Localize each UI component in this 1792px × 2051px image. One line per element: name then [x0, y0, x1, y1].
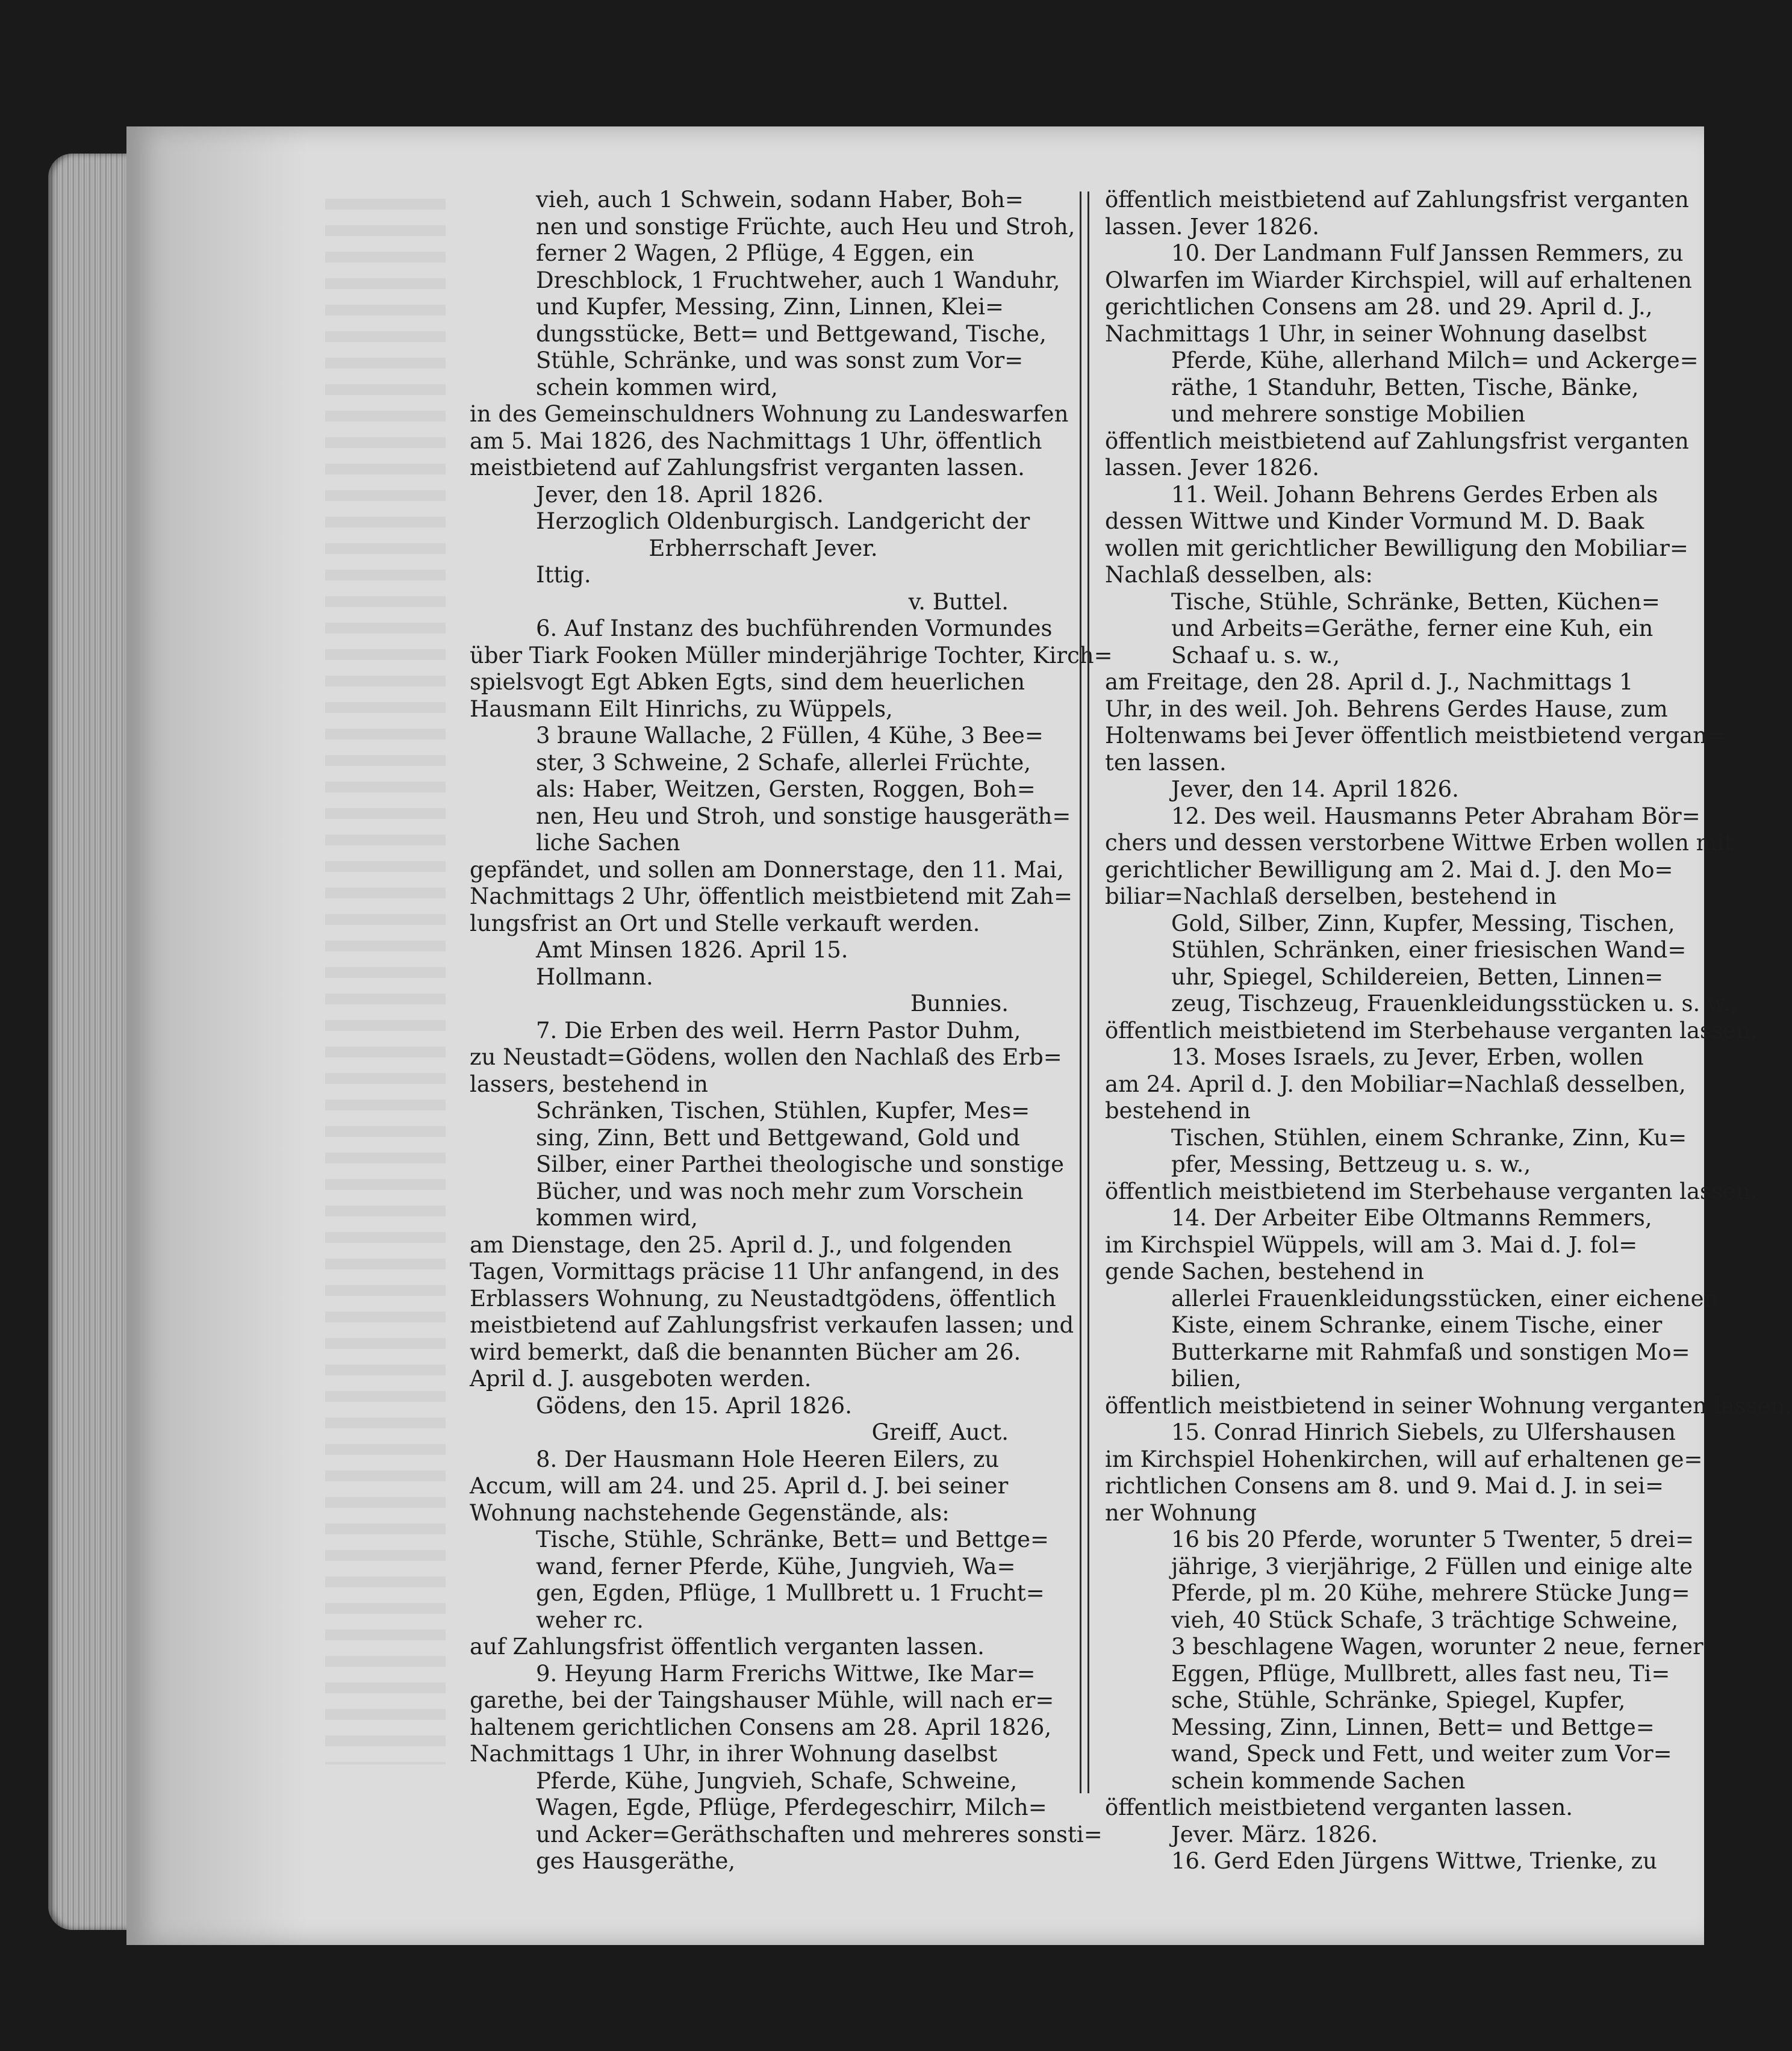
text-line: 16 bis 20 Pferde, worunter 5 Twenter, 5 drei=: [1171, 1527, 1694, 1552]
text-line: Dreschblock, 1 Fruchtweher, auch 1 Wanduhr,: [536, 267, 1060, 293]
text-line: nen und sonstige Früchte, auch Heu und Stroh,: [536, 213, 1075, 240]
text-line: 11. Weil. Johann Behrens Gerdes Erben als: [1171, 481, 1658, 508]
text-line: bilien,: [1171, 1366, 1242, 1392]
text-line: 15. Conrad Hinrich Siebels, zu Ulfershausen: [1171, 1419, 1676, 1445]
text-line: vieh, auch 1 Schwein, sodann Haber, Boh=: [536, 187, 1024, 213]
text-line: Pferde, Kühe, allerhand Milch= und Ackerge=: [1171, 347, 1699, 373]
text-line: und Kupfer, Messing, Zinn, Linnen, Klei=: [536, 294, 1004, 320]
text-line: Eggen, Pflüge, Mullbrett, alles fast neu, Ti=: [1171, 1660, 1670, 1687]
text-line: öffentlich meistbietend verganten lassen.: [1105, 1794, 1573, 1820]
text-line: wollen mit gerichtlicher Bewilligung den Mobiliar=: [1105, 535, 1688, 561]
text-line: in des Gemeinschuldners Wohnung zu Landeswarfen: [470, 401, 1069, 427]
text-line: uhr, Spiegel, Schildereien, Betten, Linnen=: [1171, 963, 1664, 990]
text-line: 6. Auf Instanz des buchführenden Vormundes: [536, 615, 1053, 641]
text-line: Pferde, Kühe, Jungvieh, Schafe, Schweine,: [536, 1767, 1018, 1794]
text-line: haltenem gerichtlichen Consens am 28. April 1826,: [470, 1714, 1052, 1740]
text-line: wand, ferner Pferde, Kühe, Jungvieh, Wa=: [536, 1553, 1016, 1579]
text-line: und Acker=Geräthschaften und mehreres sonsti=: [536, 1821, 1103, 1847]
text-line: Tische, Stühle, Schränke, Bett= und Bettge=: [536, 1527, 1050, 1552]
text-line: meistbietend auf Zahlungsfrist verkaufen lassen; und: [470, 1312, 1074, 1338]
text-line: gerichtlicher Bewilligung am 2. Mai d. J. den Mo=: [1105, 856, 1673, 883]
text-line: Jever, den 18. April 1826.: [536, 481, 824, 508]
text-line: öffentlich meistbietend im Sterbehause verganten lassen.: [1105, 1017, 1758, 1044]
text-line: sche, Stühle, Schränke, Spiegel, Kupfer,: [1171, 1687, 1626, 1713]
text-line: 3 braune Wallache, 2 Füllen, 4 Kühe, 3 Bee=: [536, 723, 1044, 749]
text-line: Gold, Silber, Zinn, Kupfer, Messing, Tischen,: [1171, 910, 1675, 936]
text-line: vieh, 40 Stück Schafe, 3 trächtige Schweine,: [1171, 1607, 1679, 1633]
text-line: ten lassen.: [1105, 749, 1227, 776]
book-page-edges: [48, 154, 126, 1930]
text-line: Pferde, pl m. 20 Kühe, mehrere Stücke Jung=: [1171, 1580, 1690, 1606]
text-line: Nachlaß desselben, als:: [1105, 562, 1373, 588]
text-line: Kiste, einem Schranke, einem Tische, einer: [1171, 1312, 1663, 1338]
text-line: am Freitage, den 28. April d. J., Nachmittags 1: [1105, 669, 1634, 695]
text-line: 14. Der Arbeiter Eibe Oltmanns Remmers,: [1171, 1205, 1652, 1231]
text-line: auf Zahlungsfrist öffentlich verganten lassen.: [470, 1634, 985, 1660]
text-line: Gödens, den 15. April 1826.: [536, 1392, 852, 1419]
text-line: dessen Wittwe und Kinder Vormund M. D. Baak: [1105, 508, 1644, 534]
text-line: Erbherrschaft Jever.: [649, 535, 878, 561]
text-line: zu Neustadt=Gödens, wollen den Nachlaß des Erb=: [470, 1044, 1062, 1070]
text-line: am Dienstage, den 25. April d. J., und folgenden: [470, 1231, 1012, 1258]
text-line: nen, Heu und Stroh, und sonstige hausgeräth=: [536, 803, 1071, 829]
text-line: 3 beschlagene Wagen, worunter 2 neue, ferner: [1171, 1634, 1703, 1660]
text-line: weher rc.: [536, 1607, 644, 1633]
text-line: über Tiark Fooken Müller minderjährige Tochter, Kirch=: [470, 642, 1113, 668]
text-line: 12. Des weil. Hausmanns Peter Abraham Bör=: [1171, 803, 1700, 829]
text-line: gen, Egden, Pflüge, 1 Mullbrett u. 1 Frucht=: [536, 1580, 1045, 1606]
text-line: Holtenwams bei Jever öffentlich meistbietend vergan=: [1105, 723, 1726, 749]
text-line: und Arbeits=Geräthe, ferner eine Kuh, ein: [1171, 615, 1654, 641]
text-line: ster, 3 Schweine, 2 Schafe, allerlei Früchte,: [536, 749, 1031, 776]
text-line: Messing, Zinn, Linnen, Bett= und Bettge=: [1171, 1714, 1655, 1740]
text-line: Erblassers Wohnung, zu Neustadtgödens, öffentlich: [470, 1285, 1056, 1312]
text-line: lassen. Jever 1826.: [1105, 213, 1320, 240]
text-line: dungsstücke, Bett= und Bettgewand, Tische,: [536, 320, 1047, 347]
text-line: räthe, 1 Standuhr, Betten, Tische, Bänke,: [1171, 374, 1639, 400]
text-line: zeug, Tischzeug, Frauenkleidungsstücken u. s. w.,: [1171, 991, 1738, 1016]
text-line: Nachmittags 2 Uhr, öffentlich meistbietend mit Zah=: [470, 883, 1073, 909]
text-line: Schaaf u. s. w.,: [1171, 642, 1340, 668]
text-line: öffentlich meistbietend in seiner Wohnung verganten lassen.: [1105, 1392, 1792, 1419]
text-line: und mehrere sonstige Mobilien: [1171, 401, 1526, 427]
text-line: 9. Heyung Harm Frerichs Wittwe, Ike Mar=: [536, 1660, 1036, 1687]
text-line: am 24. April d. J. den Mobiliar=Nachlaß desselben,: [1105, 1071, 1686, 1097]
text-line: am 5. Mai 1826, des Nachmittags 1 Uhr, öffentlich: [470, 428, 1042, 454]
text-line: jährige, 3 vierjährige, 2 Füllen und einige alte: [1171, 1553, 1693, 1579]
text-line: 13. Moses Israels, zu Jever, Erben, wollen: [1171, 1044, 1644, 1070]
text-line: ferner 2 Wagen, 2 Pflüge, 4 Eggen, ein: [536, 240, 974, 266]
text-line: öffentlich meistbietend auf Zahlungsfrist verganten: [1105, 187, 1689, 213]
text-line: meistbietend auf Zahlungsfrist verganten lassen.: [470, 455, 1025, 481]
right-text-column: [1105, 187, 1792, 1875]
text-line: Jever. März. 1826.: [1171, 1821, 1378, 1847]
text-line: als: Haber, Weitzen, Gersten, Roggen, Boh=: [536, 776, 1036, 802]
column-divider-rule: [1080, 191, 1089, 1793]
text-line: lungsfrist an Ort und Stelle verkauft werden.: [470, 910, 980, 936]
text-line: liche Sachen: [536, 830, 680, 856]
left-text-column: [470, 187, 1113, 1875]
text-line: Stühle, Schränke, und was sonst zum Vor=: [536, 347, 1024, 373]
text-line: 7. Die Erben des weil. Herrn Pastor Duhm,: [536, 1017, 1021, 1044]
text-line: April d. J. ausgeboten werden.: [470, 1366, 812, 1392]
text-line: im Kirchspiel Hohenkirchen, will auf erhaltenen ge=: [1105, 1446, 1703, 1472]
text-line: Hollmann.: [536, 963, 653, 990]
text-line: öffentlich meistbietend auf Zahlungsfrist verganten: [1105, 428, 1689, 454]
text-line: biliar=Nachlaß derselben, bestehend in: [1105, 883, 1557, 909]
text-line: sing, Zinn, Bett und Bettgewand, Gold und: [536, 1124, 1020, 1151]
text-line: garethe, bei der Taingshauser Mühle, will nach er=: [470, 1687, 1054, 1713]
text-line: schein kommende Sachen: [1171, 1767, 1466, 1794]
text-line: Jever, den 14. April 1826.: [1171, 776, 1459, 802]
text-line: Wohnung nachstehende Gegenstände, als:: [470, 1499, 950, 1526]
text-line: Butterkarne mit Rahmfaß und sonstigen Mo=: [1171, 1339, 1690, 1365]
text-line: schein kommen wird,: [536, 374, 778, 400]
text-line: Olwarfen im Wiarder Kirchspiel, will auf erhaltenen: [1105, 267, 1692, 293]
text-line: Wagen, Egde, Pflüge, Pferdegeschirr, Milch=: [536, 1794, 1047, 1820]
text-line: öffentlich meistbietend im Sterbehause verganten lassen.: [1105, 1178, 1758, 1204]
text-line: lassen. Jever 1826.: [1105, 455, 1320, 481]
text-line: Silber, einer Parthei theologische und sonstige: [536, 1151, 1064, 1177]
text-line: ner Wohnung: [1105, 1499, 1257, 1526]
text-line: v. Buttel.: [908, 588, 1009, 615]
text-line: 8. Der Hausmann Hole Heeren Eilers, zu: [536, 1446, 1000, 1472]
text-line: Uhr, in des weil. Joh. Behrens Gerdes Hause, zum: [1105, 696, 1668, 722]
text-line: wird bemerkt, daß die benannten Bücher am 26.: [470, 1339, 1021, 1365]
text-line: Nachmittags 1 Uhr, in ihrer Wohnung daselbst: [470, 1741, 998, 1767]
text-line: Herzoglich Oldenburgisch. Landgericht der: [536, 508, 1030, 534]
text-line: Nachmittags 1 Uhr, in seiner Wohnung daselbst: [1105, 320, 1647, 347]
text-line: allerlei Frauenkleidungsstücken, einer eichenen: [1171, 1285, 1719, 1312]
text-line: 10. Der Landmann Fulf Janssen Remmers, zu: [1171, 240, 1684, 266]
text-line: Bücher, und was noch mehr zum Vorschein: [536, 1178, 1024, 1204]
text-line: gerichtlichen Consens am 28. und 29. April d. J.,: [1105, 294, 1653, 320]
text-line: pfer, Messing, Bettzeug u. s. w.,: [1171, 1151, 1531, 1177]
text-line: bestehend in: [1105, 1098, 1251, 1124]
text-line: kommen wird,: [536, 1205, 698, 1231]
text-line: richtlichen Consens am 8. und 9. Mai d. J. in sei=: [1105, 1473, 1664, 1499]
text-line: Tische, Stühle, Schränke, Betten, Küchen=: [1171, 588, 1660, 615]
text-line: Stühlen, Schränken, einer friesischen Wand=: [1171, 937, 1687, 963]
text-line: ges Hausgeräthe,: [536, 1848, 736, 1874]
text-line: Bunnies.: [910, 991, 1009, 1016]
text-line: wand, Speck und Fett, und weiter zum Vor=: [1171, 1741, 1672, 1767]
text-line: chers und dessen verstorbene Wittwe Erben wollen mit: [1105, 830, 1734, 856]
text-line: Hausmann Eilt Hinrichs, zu Wüppels,: [470, 696, 893, 722]
text-line: Ittig.: [536, 562, 591, 588]
text-line: Accum, will am 24. und 25. April d. J. bei seiner: [470, 1473, 1009, 1499]
text-line: Amt Minsen 1826. April 15.: [536, 937, 848, 963]
text-line: gende Sachen, bestehend in: [1105, 1259, 1424, 1284]
page-gutter-shadow: [126, 126, 307, 1945]
text-line: gepfändet, und sollen am Donnerstage, den 11. Mai,: [470, 856, 1064, 883]
text-line: Tagen, Vormittags präcise 11 Uhr anfangend, in des: [470, 1259, 1060, 1284]
text-line: Schränken, Tischen, Stühlen, Kupfer, Mes=: [536, 1098, 1030, 1124]
text-line: spielsvogt Egt Abken Egts, sind dem heuerlichen: [470, 669, 1025, 695]
text-line: Greiff, Auct.: [871, 1419, 1009, 1445]
bleed-through-text: [325, 199, 446, 1764]
text-line: lassers, bestehend in: [470, 1071, 708, 1097]
text-line: Tischen, Stühlen, einem Schranke, Zinn, Ku=: [1171, 1124, 1687, 1151]
text-line: 16. Gerd Eden Jürgens Wittwe, Trienke, zu: [1171, 1848, 1658, 1874]
text-line: im Kirchspiel Wüppels, will am 3. Mai d. J. fol=: [1105, 1231, 1638, 1258]
